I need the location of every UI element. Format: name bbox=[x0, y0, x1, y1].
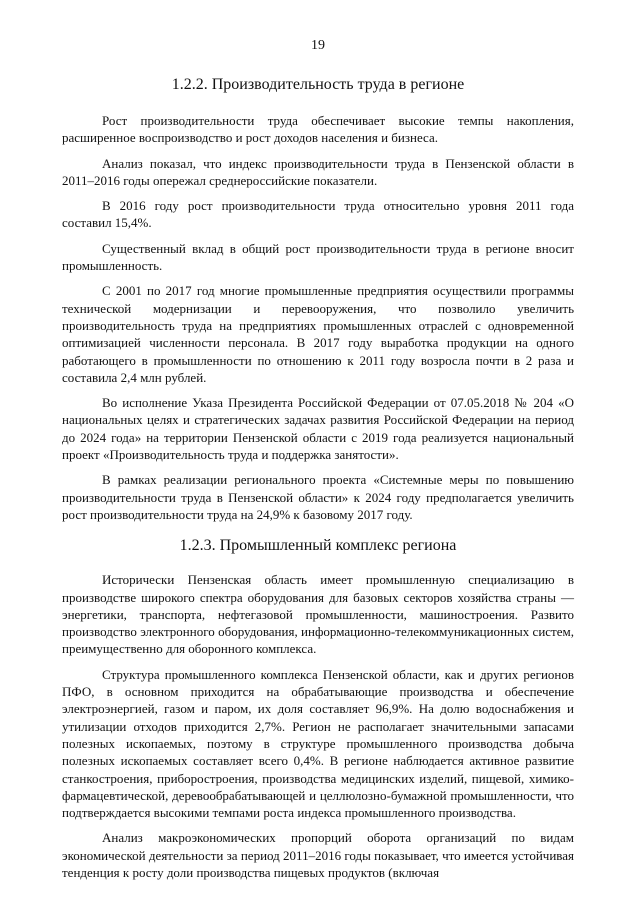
paragraph: Во исполнение Указа Президента Российской Федерации от 07.05.2018 № 204 «О национальных целях и стратегических задачах развития Российской Федерации на период до 2024 года» на территории Пензенской области с 2019 года реализуется национальный проект «Производительность труда и поддержка занятости». bbox=[62, 395, 574, 463]
paragraph: Анализ показал, что индекс производительности труда в Пензенской области в 2011–2016 годы опережал среднероссийские показатели. bbox=[62, 155, 574, 188]
paragraph: В 2016 году рост производительности труда относительно уровня 2011 года составил 15,4%. bbox=[62, 198, 574, 231]
paragraph: Исторически Пензенская область имеет промышленную специализацию в производстве широкого спектра оборудования для базовых секторов хозяйства страны — энергетики, транспорта, нефтегазовой промышленности, машиностроения. Развито производство электронного оборудования, информационно-телекоммуникационных систем, преимущественно для оборонного комплекса. bbox=[62, 572, 574, 657]
paragraph: Существенный вклад в общий рост производительности труда в регионе вносит промышленность. bbox=[62, 240, 574, 274]
page-number: 19 bbox=[311, 38, 325, 53]
paragraph: Структура промышленного комплекса Пензенской области, как и других регионов ПФО, в основном приходится на обрабатывающие производства и обеспечение электроэнергией, газом и паром, их доля составляет 96,9%. На долю водоснабжения и утилизации отходов приходится 2,7%. Регион не располагает значительными запасами полезных ископаемых, поэтому в структуре промышленного производства добыча полезных ископаемых составляет всего 0,4%. В регионе наблюдается активное развитие станкостроения, приборостроения, производства медицинских изделий, пищевой, химико-фармацевтической, деревообрабатывающей и целлюлозно-бумажной промышленности, что подтверждается высокими темпами роста индекса промышленного производства. bbox=[62, 666, 574, 821]
paragraph: С 2001 по 2017 год многие промышленные предприятия осуществили программы технической модернизации и перевооружения, что позволило увеличить производительность труда на предприятиях промышленных отраслей с одновременной оптимизацией численности персонала. В 2017 году выработка продукции на одного работающего в промышленности по отношению к 2011 году возросла почти в 2 раза и составила 2,4 млн рублей. bbox=[62, 283, 574, 385]
paragraph: Рост производительности труда обеспечивает высокие темпы накопления, расширенное воспроизводство и рост доходов населения и бизнеса. bbox=[62, 113, 574, 146]
section-heading-productivity: 1.2.2. Производительность труда в регионе bbox=[171, 76, 465, 93]
paragraph: В рамках реализации регионального проекта «Системные меры по повышению производительности труда в Пензенской области» к 2024 году предполагается увеличить рост производительности труда на 24,9% к базовому 2017 году. bbox=[62, 472, 574, 522]
section-heading-industry: 1.2.3. Промышленный комплекс региона bbox=[179, 537, 457, 555]
paragraph: Анализ макроэкономических пропорций оборота организаций по видам экономической деятельности за период 2011–2016 годы показывает, что имеется устойчивая тенденция к росту доли производства пищевых продуктов (включая bbox=[62, 830, 574, 880]
